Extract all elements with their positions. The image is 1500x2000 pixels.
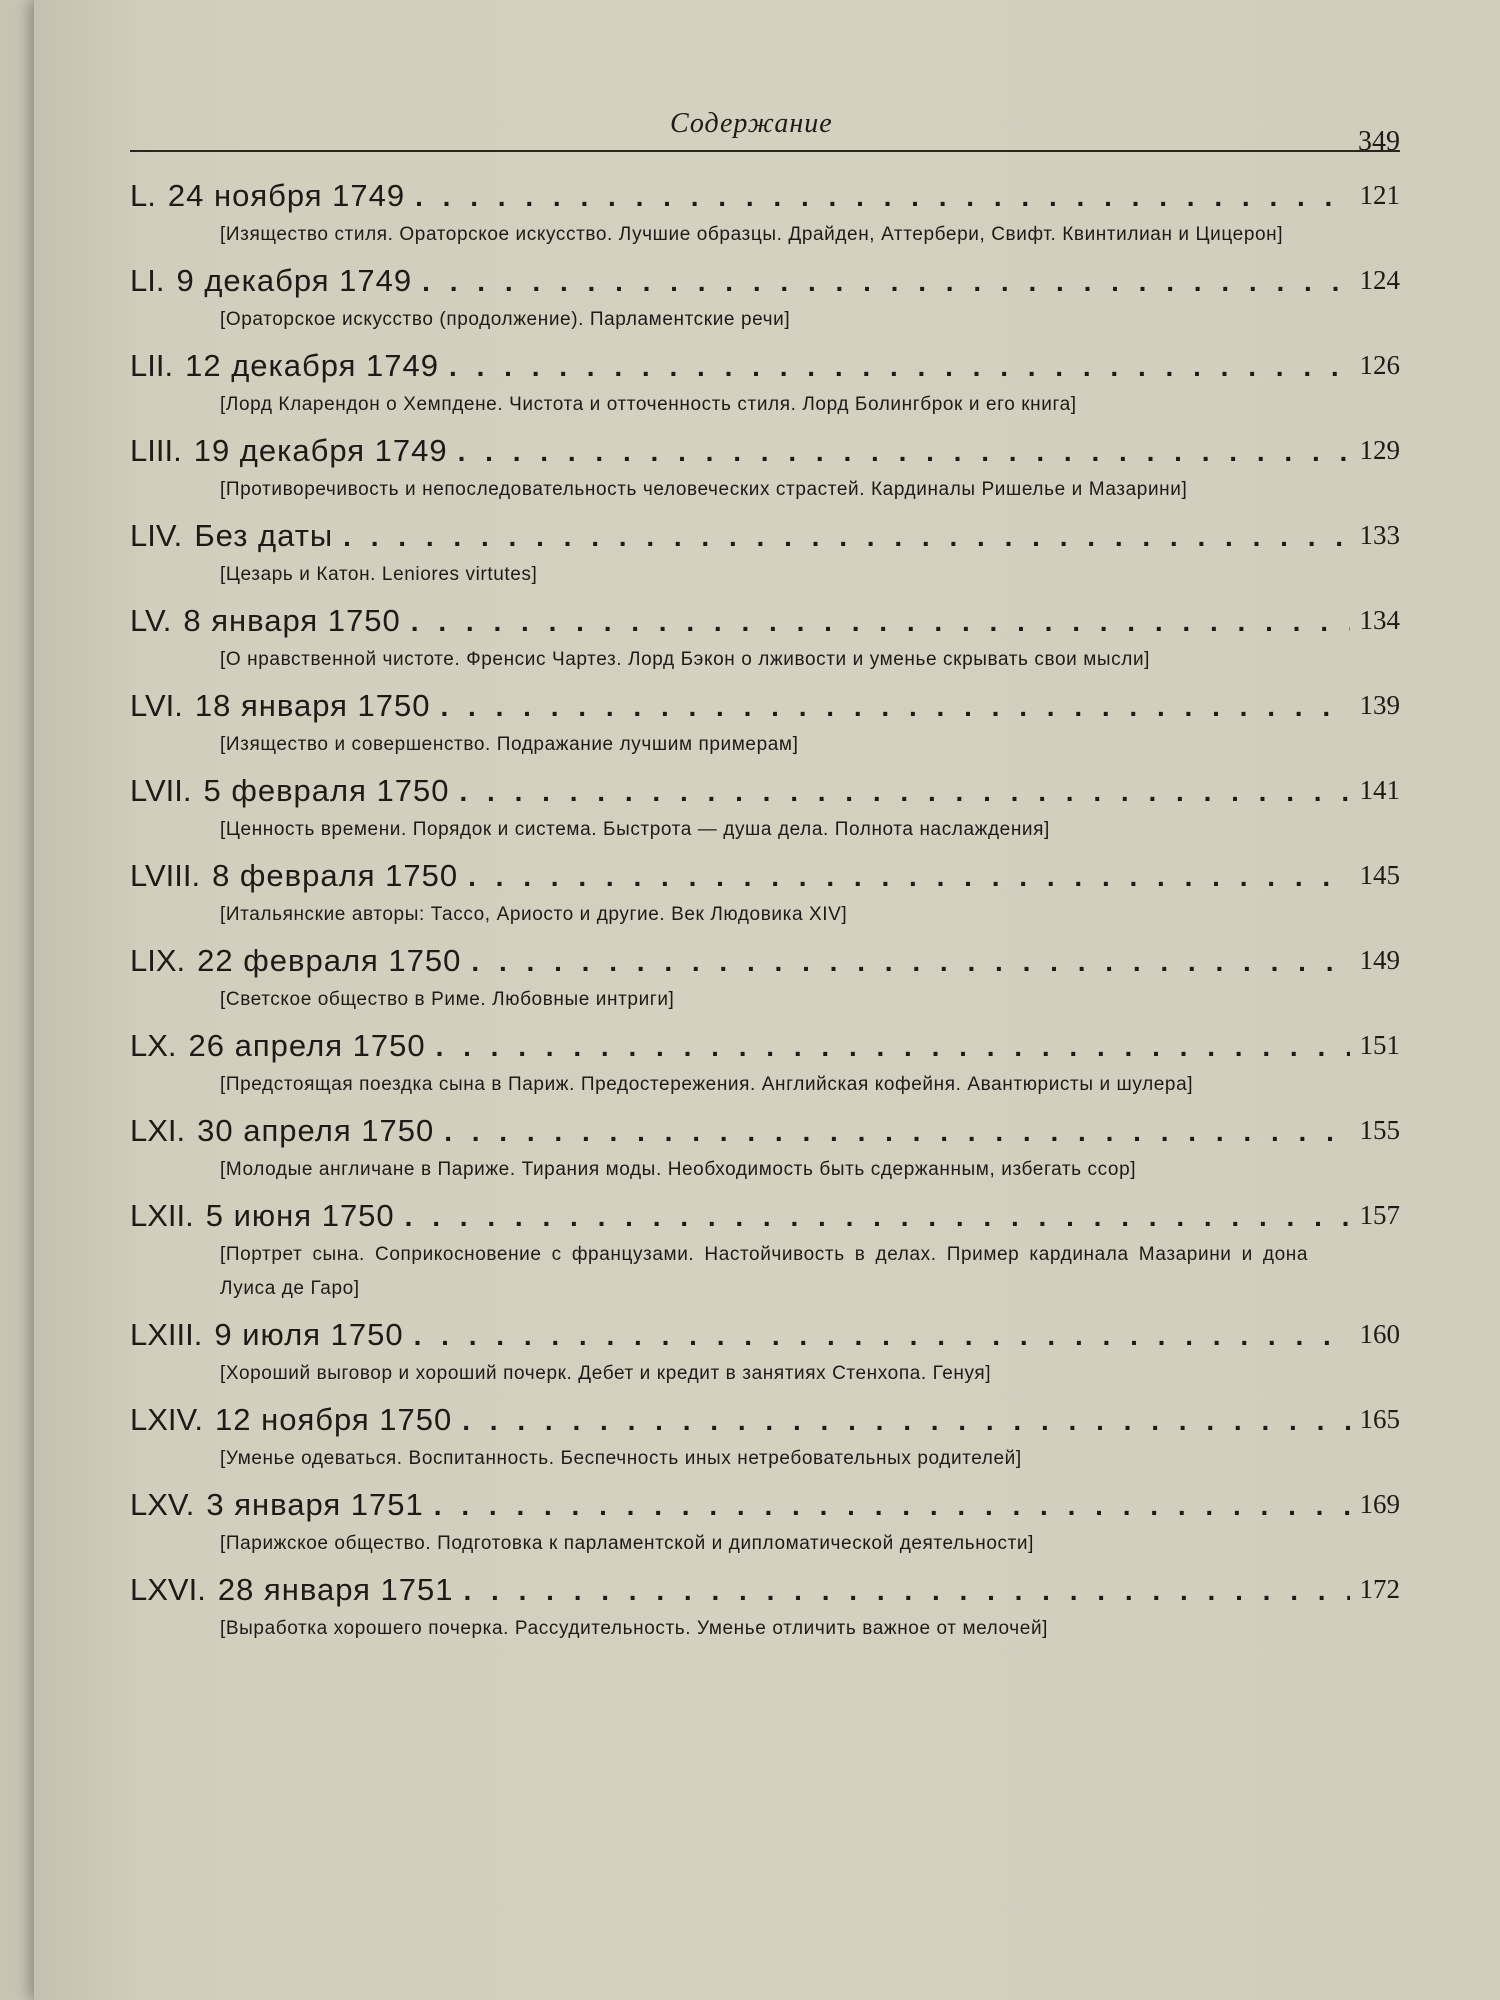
toc-entry-heading <box>130 1198 1400 1238</box>
letter-date: 26 апреля 1750 <box>188 1028 426 1063</box>
letter-date: 8 февраля 1750 <box>212 858 459 893</box>
toc-entry <box>130 1113 1400 1187</box>
entry-summary: [Парижское общество. Подготовка к парламентской и дипломатической деятельности] <box>220 1533 1034 1554</box>
letter-number: LXVI. <box>130 1572 206 1607</box>
entry-summary: [Итальянские авторы: Тассо, Ариосто и другие. Век Людовика XIV] <box>220 904 848 925</box>
letter-number: LX. <box>130 1028 177 1063</box>
entry-page-number: 160 <box>1359 1319 1400 1349</box>
entry-summary: [Цезарь и Катон. Leniores virtutes] <box>220 564 538 585</box>
letter-date: 3 января 1751 <box>206 1487 424 1522</box>
book-page <box>34 0 1500 2000</box>
header-rule <box>130 150 1400 152</box>
toc-entry <box>130 1317 1400 1391</box>
letter-number: LIII. <box>130 433 182 468</box>
dot-leader <box>405 1201 1350 1233</box>
letter-number: LVI. <box>130 688 183 723</box>
entry-page-number: 126 <box>1359 350 1400 380</box>
letter-number: LVII. <box>130 773 192 808</box>
dot-leader <box>471 946 1350 978</box>
entry-page-number: 141 <box>1359 775 1400 805</box>
letter-number: LXII. <box>130 1198 194 1233</box>
entry-summary: [Портрет сына. Соприкосновение с французами. Настойчивость в делах. Пример кардинала Мазарини и дона Луиса де Гаро] <box>220 1244 1308 1299</box>
toc-entry-heading <box>130 433 1400 473</box>
table-of-contents <box>130 178 1400 1657</box>
toc-entry-heading <box>130 603 1400 643</box>
entry-summary: [Хороший выговор и хороший почерк. Дебет и кредит в занятиях Стенхопа. Генуя] <box>220 1363 992 1384</box>
entry-page-number: 157 <box>1359 1200 1400 1230</box>
toc-entry-heading <box>130 1572 1400 1612</box>
entry-page-number: 169 <box>1359 1489 1400 1519</box>
entry-summary: [Ценность времени. Порядок и система. Быстрота — душа дела. Полнота наслаждения] <box>220 819 1050 840</box>
dot-leader <box>422 266 1350 298</box>
entry-page-number: 124 <box>1359 265 1400 295</box>
dot-leader <box>343 521 1350 553</box>
toc-entry-heading <box>130 263 1400 303</box>
entry-summary: [Предстоящая поездка сына в Париж. Предостережения. Английская кофейня. Авантюристы и шулера] <box>220 1074 1194 1095</box>
letter-number: L. <box>130 178 156 213</box>
toc-entry <box>130 1028 1400 1102</box>
entry-summary: [О нравственной чистоте. Френсис Чартез. Лорд Бэкон о лживости и уменье скрывать свои мысли] <box>220 649 1151 670</box>
toc-entry-heading <box>130 1317 1400 1357</box>
entry-page-number: 155 <box>1359 1115 1400 1145</box>
entry-summary: [Уменье одеваться. Воспитанность. Беспечность иных нетребовательных родителей] <box>220 1448 1022 1469</box>
entry-page-number: 121 <box>1359 180 1400 210</box>
entry-summary: [Изящество стиля. Ораторское искусство. Лучшие образцы. Драйден, Аттербери, Свифт. Квинтилиан и Цицерон] <box>220 224 1284 245</box>
entry-summary: [Ораторское искусство (продолжение). Парламентские речи] <box>220 309 791 330</box>
letter-date: 8 января 1750 <box>183 603 401 638</box>
letter-number: LV. <box>130 603 172 638</box>
dot-leader <box>462 1405 1350 1437</box>
toc-entry-heading <box>130 1402 1400 1442</box>
letter-date: 24 ноября 1749 <box>167 178 406 213</box>
dot-leader <box>411 606 1350 638</box>
toc-entry <box>130 1487 1400 1561</box>
dot-leader <box>463 1575 1350 1607</box>
entry-summary: [Лорд Кларендон о Хемпдене. Чистота и отточенность стиля. Лорд Болингброк и его книга] <box>220 394 1077 415</box>
dot-leader <box>414 1320 1350 1352</box>
dot-leader <box>468 861 1350 893</box>
letter-date: 9 июля 1750 <box>214 1317 404 1352</box>
letter-number: LXIV. <box>130 1402 203 1437</box>
letter-date: 5 июня 1750 <box>205 1198 395 1233</box>
toc-entry-heading <box>130 943 1400 983</box>
entry-page-number: 151 <box>1359 1030 1400 1060</box>
entry-page-number: 172 <box>1359 1574 1400 1604</box>
toc-entry-heading <box>130 858 1400 898</box>
toc-entry <box>130 518 1400 592</box>
dot-leader <box>434 1490 1350 1522</box>
toc-entry-heading <box>130 688 1400 728</box>
letter-number: LXV. <box>130 1487 195 1522</box>
entry-summary: [Молодые англичане в Париже. Тирания моды. Необходимость быть сдержанным, избегать ссор] <box>220 1159 1137 1180</box>
toc-entry <box>130 603 1400 677</box>
letter-date: Без даты <box>194 518 334 553</box>
toc-entry <box>130 348 1400 422</box>
entry-page-number: 139 <box>1359 690 1400 720</box>
dot-leader <box>444 1116 1350 1148</box>
letter-number: LVIII. <box>130 858 201 893</box>
entry-page-number: 165 <box>1359 1404 1400 1434</box>
entry-page-number: 134 <box>1359 605 1400 635</box>
toc-entry <box>130 1572 1400 1646</box>
dot-leader <box>458 436 1350 468</box>
letter-number: LII. <box>130 348 174 383</box>
toc-entry <box>130 1402 1400 1476</box>
toc-entry <box>130 433 1400 507</box>
entry-page-number: 129 <box>1359 435 1400 465</box>
letter-date: 19 декабря 1749 <box>193 433 448 468</box>
toc-entry-heading <box>130 1487 1400 1527</box>
letter-number: LXI. <box>130 1113 186 1148</box>
dot-leader <box>436 1031 1350 1063</box>
letter-date: 12 декабря 1749 <box>185 348 440 383</box>
page-number: 349 <box>1358 126 1400 157</box>
letter-date: 18 января 1750 <box>194 688 431 723</box>
entry-summary: [Светское общество в Риме. Любовные интриги] <box>220 989 675 1010</box>
letter-date: 12 ноября 1750 <box>214 1402 453 1437</box>
toc-entry <box>130 688 1400 762</box>
toc-entry <box>130 858 1400 932</box>
toc-entry <box>130 1198 1400 1306</box>
entry-page-number: 149 <box>1359 945 1400 975</box>
letter-number: LI. <box>130 263 165 298</box>
entry-page-number: 145 <box>1359 860 1400 890</box>
toc-entry-heading <box>130 348 1400 388</box>
running-title: Содержание <box>670 108 833 139</box>
letter-date: 28 января 1751 <box>217 1572 454 1607</box>
toc-entry <box>130 943 1400 1017</box>
toc-entry-heading <box>130 1113 1400 1153</box>
toc-entry-heading <box>130 1028 1400 1068</box>
toc-entry <box>130 263 1400 337</box>
toc-entry-heading <box>130 773 1400 813</box>
entry-summary: [Изящество и совершенство. Подражание лучшим примерам] <box>220 734 799 755</box>
dot-leader <box>415 181 1350 213</box>
entry-summary: [Противоречивость и непоследовательность человеческих страстей. Кардиналы Ришелье и Мазарини] <box>220 479 1188 500</box>
letter-number: LXIII. <box>130 1317 203 1352</box>
letter-date: 9 декабря 1749 <box>176 263 413 298</box>
letter-number: LIX. <box>130 943 186 978</box>
letter-number: LIV. <box>130 518 183 553</box>
entry-summary: [Выработка хорошего почерка. Рассудительность. Уменье отличить важное от мелочей] <box>220 1618 1049 1639</box>
toc-entry <box>130 773 1400 847</box>
dot-leader <box>449 351 1350 383</box>
toc-entry <box>130 178 1400 252</box>
toc-entry-heading <box>130 518 1400 558</box>
dot-leader <box>459 776 1350 808</box>
dot-leader <box>440 691 1350 723</box>
letter-date: 22 февраля 1750 <box>197 943 462 978</box>
toc-entry-heading <box>130 178 1400 218</box>
letter-date: 5 февраля 1750 <box>203 773 450 808</box>
letter-date: 30 апреля 1750 <box>197 1113 435 1148</box>
entry-page-number: 133 <box>1359 520 1400 550</box>
